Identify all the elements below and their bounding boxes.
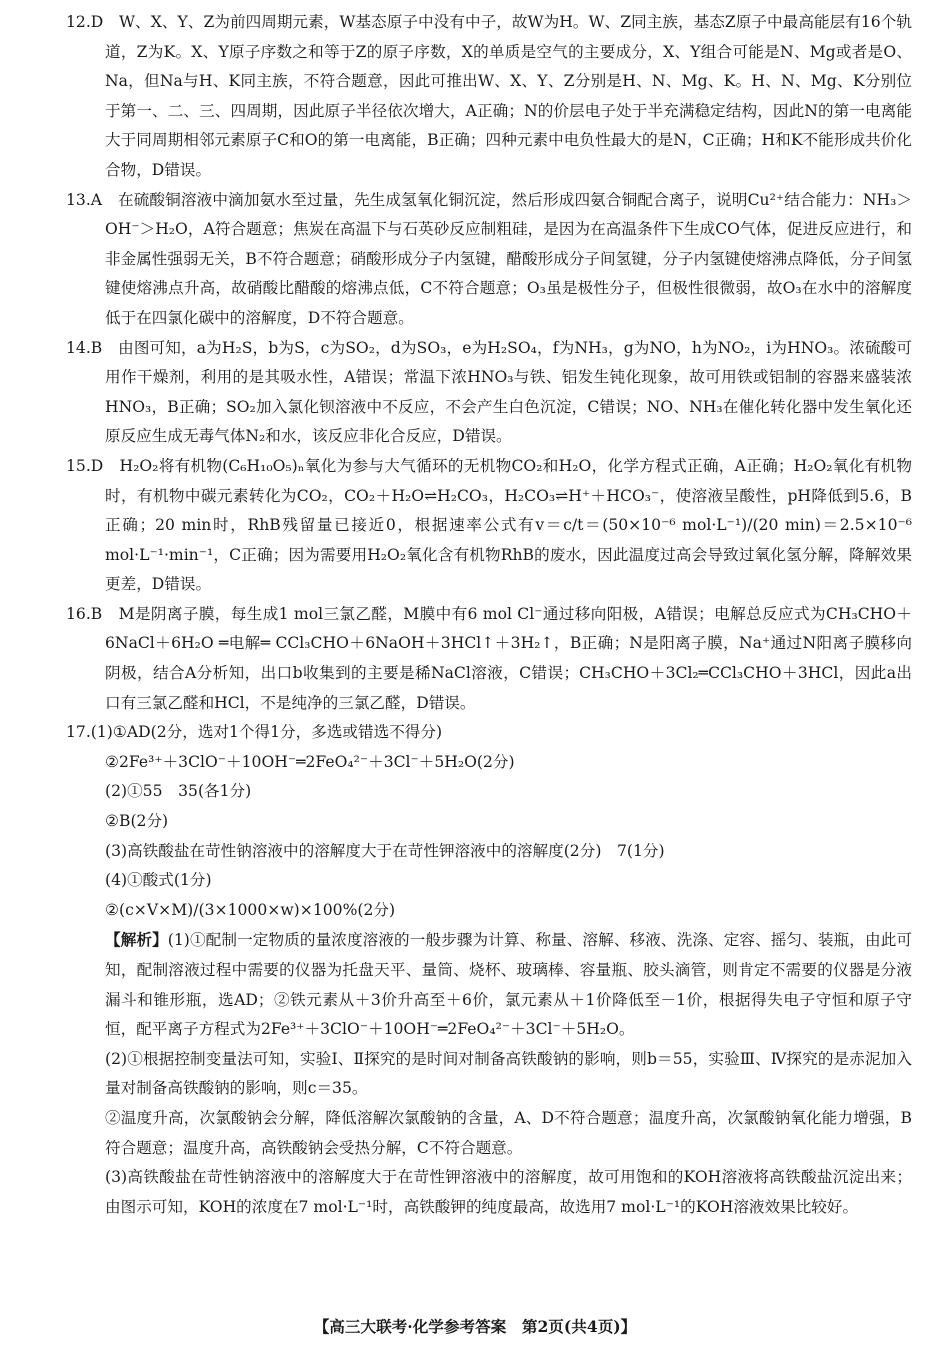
answer-17-line-5: (3)高铁酸盐在苛性钠溶液中的溶解度大于在苛性钾溶液中的溶解度(2分) 7(1分) (105, 841, 665, 860)
analysis-paragraph-4: (3)高铁酸盐在苛性钠溶液中的溶解度大于在苛性钾溶液中的溶解度，故可用饱和的KOH溶液将高铁酸盐沉淀出来；由图示可知，KOH的浓度在7 mol·L⁻¹时，高铁酸钾的纯度最高，故选用7 mol·L⁻¹的KOH溶液效果比较好。 (105, 1168, 912, 1216)
analysis-paragraph-2: (2)①根据控制变量法可知，实验Ⅰ、Ⅱ探究的是时间对制备高铁酸钠的影响，则b＝55，实验Ⅲ、Ⅳ探究的是赤泥加入量对制备高铁酸钠的影响，则c＝35。 (105, 1049, 912, 1098)
answer-17-line-6: (4)①酸式(1分) (105, 871, 212, 890)
answer-17-line-7: ②(c×V×M)/(3×1000×w)×100%(2分) (105, 900, 396, 919)
analysis-tag: 【解析】 (105, 930, 168, 950)
answer-15: 15.D H₂O₂将有机物(C₆H₁₀O₅)ₙ氧化为参与大气循环的无机物CO₂和H₂O，化学方程式正确，A正确；H₂O₂氧化有机物时，有机物中碳元素转化为CO₂，CO₂＋H₂O⇌H₂CO₃，H₂CO₃⇌H⁺＋HCO₃⁻，使溶液呈酸性，pH降低到5.6，B正确；20 min时，RhB残留量已接近0，根据速率公式有v＝c/t＝(50×10⁻⁶ mol·L⁻¹)/(20 min)＝2.5×10⁻⁶ mol·L⁻¹·min⁻¹，C正确；因为需要用H₂O₂氧化含有机物RhB的废水，因此温度过高会导致过氧化氢分解，降解效果更差，D错误。 (66, 456, 912, 594)
answer-14: 14.B 由图可知，a为H₂S，b为S，c为SO₂，d为SO₃，e为H₂SO₄，f为NH₃，g为NO，h为NO₂，i为HNO₃。浓硫酸可用作干燥剂，利用的是其吸水性，A错误；常温下浓HNO₃与铁、铝发生钝化现象，故可用铁或铝制的容器来盛装浓HNO₃，B正确；SO₂加入氯化钡溶液中不反应，不会产生白色沉淀，C错误；NO、NH₃在催化转化器中发生氧化还原反应生成无毒气体N₂和水，该反应非化合反应，D错误。 (66, 338, 912, 446)
analysis-paragraph-1 (66, 925, 912, 1044)
answer-12: 12.D W、X、Y、Z为前四周期元素，W基态原子中没有中子，故W为H。W、Z同主族，基态Z原子中最高能层有16个轨道，Z为K。X、Y原子序数之和等于Z的原子序数，X的单质是空气的主要成分，X、Y组合可能是N、Mg或者是O、Na，但Na与H、K同主族，不符合题意，因此可推出W、X、Y、Z分别是H、N、Mg、K。H、N、Mg、K分别位于第一、二、三、四周期，因此原子半径依次增大，A正确；N的价层电子处于半充满稳定结构，因此N的第一电离能大于同周期相邻元素原子C和O的第一电离能，B正确；四种元素中电负性最大的是N，C正确；H和K不能形成共价化合物，D错误。 (66, 13, 912, 179)
analysis-text-1: (1)①配制一定物质的量浓度溶液的一般步骤为计算、称量、溶解、移液、洗涤、定容、摇匀、装瓶，由此可知，配制溶液过程中需要的仪器为托盘天平、量筒、烧杯、玻璃棒、容量瓶、胶头滴管，则肯定不需要的仪器是分液漏斗和锥形瓶，选AD；②铁元素从＋3价升高至＋6价，氯元素从＋1价降低至－1价，根据得失电子守恒和原子守恒，配平离子方程式为2Fe³⁺＋3ClO⁻＋10OH⁻═2FeO₄²⁻＋3Cl⁻＋5H₂O。 (105, 931, 912, 1039)
page-footer: 【高三大联考·化学参考答案 第2页(共4页)】 (313, 1317, 637, 1336)
answer-16: 16.B M是阴离子膜，每生成1 mol三氯乙醛，M膜中有6 mol Cl⁻通过移向阳极，A错误；电解总反应式为CH₃CHO＋6NaCl＋6H₂O ═电解═ CCl₃CHO＋6NaOH＋3HCl↑＋3H₂↑，B正确；N是阳离子膜，Na⁺通过N阳离子膜移向阴极，结合A分析知，出口b收集到的主要是稀NaCl溶液，C错误；CH₃CHO＋3Cl₂═CCl₃CHO＋3HCl，因此a出口有三氯乙醛和HCl，不是纯净的三氯乙醛，D错误。 (66, 604, 912, 712)
answer-page (66, 8, 912, 1222)
answer-17-line-4: ②B(2分) (105, 812, 169, 831)
analysis-paragraph-3: ②温度升高，次氯酸钠会分解，降低溶解次氯酸钠的含量，A、D不符合题意；温度升高，次氯酸钠氧化能力增强，B符合题意；温度升高，高铁酸钠会受热分解，C不符合题意。 (105, 1108, 912, 1157)
answer-17-line-1: 17.(1)①AD(2分，选对1个得1分，多选或错选不得分) (66, 723, 443, 742)
answer-13: 13.A 在硫酸铜溶液中滴加氨水至过量，先生成氢氧化铜沉淀，然后形成四氨合铜配合离子，说明Cu²⁺结合能力：NH₃＞OH⁻＞H₂O，A符合题意；焦炭在高温下与石英砂反应制粗硅，是因为在高温条件下生成CO气体，促进反应进行，和非金属性强弱无关，B不符合题意；硝酸形成分子内氢键，醋酸形成分子间氢键，分子内氢键使熔沸点降低，分子间氢键使熔沸点升高，故硝酸比醋酸的熔沸点低，C不符合题意；O₃虽是极性分子，但极性很微弱，故O₃在水中的溶解度低于在四氯化碳中的溶解度，D不符合题意。 (66, 190, 912, 327)
answer-17-line-3: (2)①55 35(各1分) (105, 782, 252, 801)
answer-17-line-2: ②2Fe³⁺＋3ClO⁻＋10OH⁻═2FeO₄²⁻＋3Cl⁻＋5H₂O(2分) (105, 752, 515, 771)
